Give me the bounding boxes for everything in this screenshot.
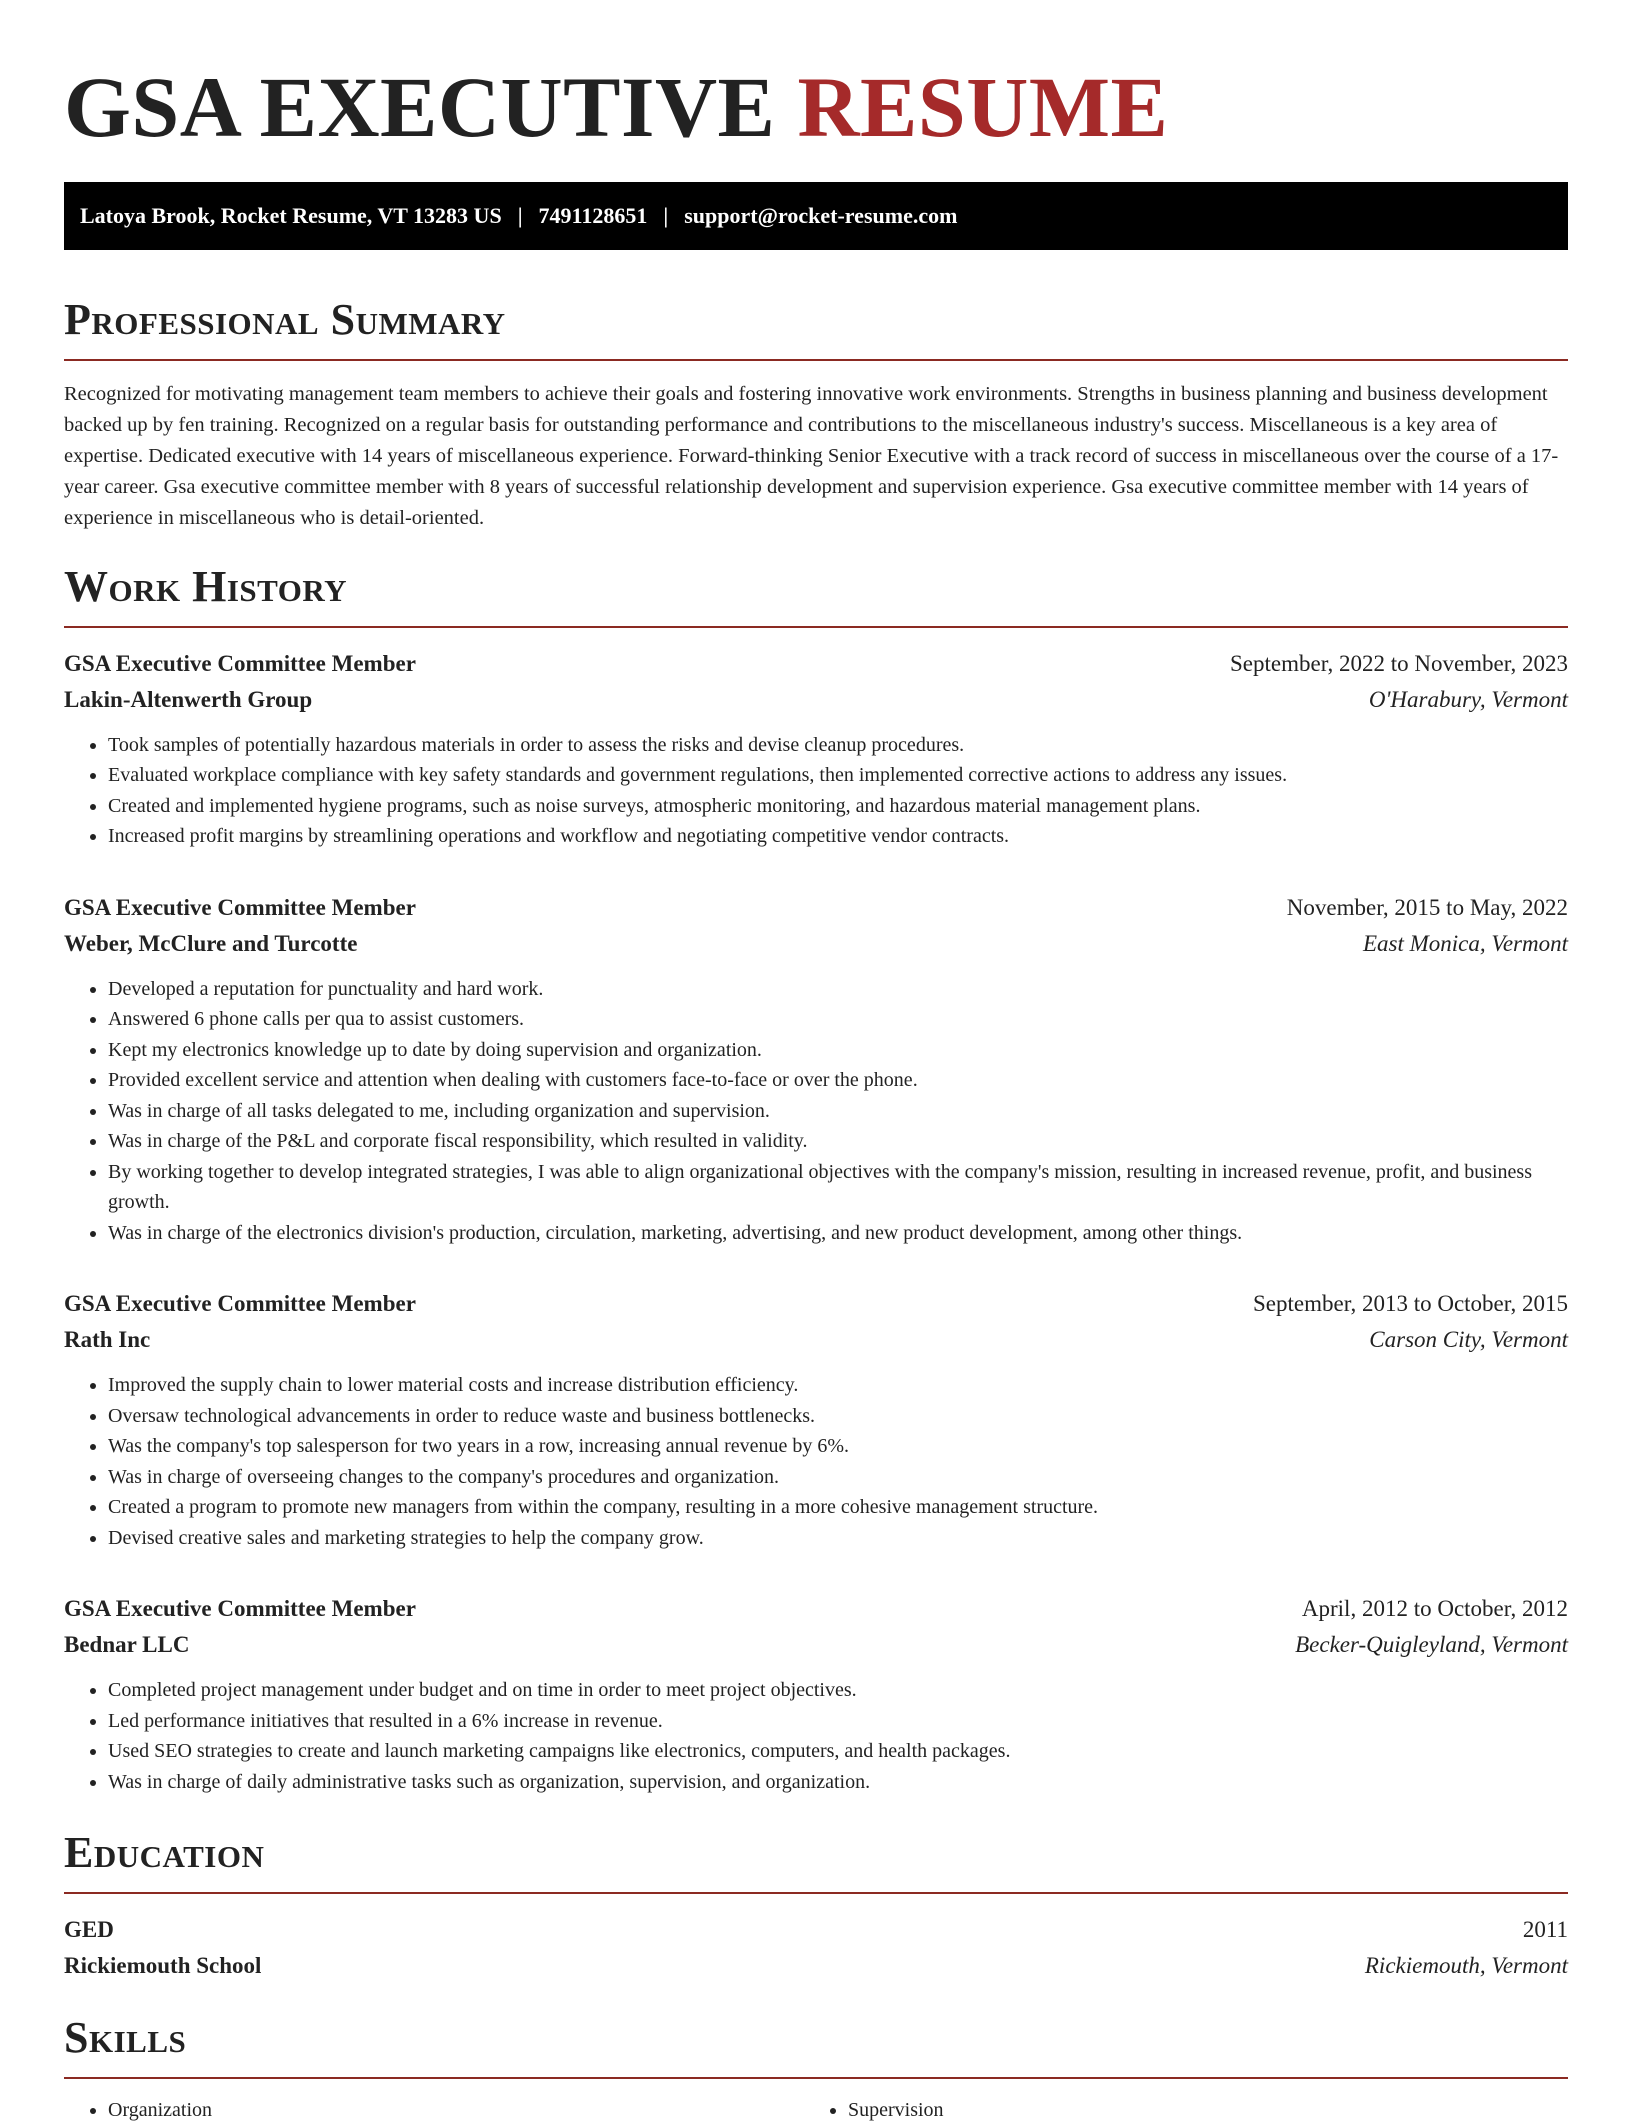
education-location: Rickiemouth, Vermont [1364, 1953, 1568, 1979]
job-bullet: • Used SEO strategies to create and launch marketing campaigns like electronics, computers, and health packages. [108, 1736, 1568, 1767]
job-bullets [64, 974, 1568, 1249]
job-dates: September, 2022 to November, 2023 [1230, 650, 1568, 676]
resume-page [64, 0, 1568, 2125]
contact-phone: 7491128651 [538, 203, 648, 229]
contact-separator: | [517, 203, 523, 229]
job-dates: September, 2013 to October, 2015 [1253, 1291, 1568, 1317]
contact-address: Latoya Brook, Rocket Resume, VT 13283 US [80, 203, 502, 229]
job-dates: April, 2012 to October, 2012 [1301, 1596, 1568, 1622]
title-main: GSA EXECUTIVE [64, 59, 776, 155]
job-entry [64, 890, 1568, 1249]
education-school: Rickiemouth School [64, 1953, 262, 1979]
job-location: O'Harabury, Vermont [1368, 686, 1568, 712]
job-bullet: • Led performance initiatives that resulted in a 6% increase in revenue. [108, 1706, 1568, 1737]
job-company: Rath Inc [64, 1327, 151, 1353]
job-bullet: • Took samples of potentially hazardous materials in order to assess the risks and devise cleanup procedures. [108, 730, 1568, 761]
work-history-heading: Work History [64, 561, 1568, 628]
job-bullet: • Was in charge of the P&L and corporate fiscal responsibility, which resulted in validity. [108, 1126, 1568, 1157]
job-bullet: • Developed a reputation for punctuality and hard work. [108, 974, 1568, 1005]
contact-bar [64, 182, 1568, 250]
job-location: Carson City, Vermont [1369, 1327, 1568, 1353]
job-bullets [64, 730, 1568, 852]
job-title: GSA Executive Committee Member [64, 1291, 416, 1317]
job-bullet: • Was in charge of daily administrative tasks such as organization, supervision, and organization. [108, 1767, 1568, 1798]
job-title: GSA Executive Committee Member [64, 650, 416, 676]
title-accent: RESUME [797, 59, 1169, 155]
job-title: GSA Executive Committee Member [64, 894, 416, 920]
skills-list [64, 2095, 1568, 2125]
job-bullet: • Increased profit margins by streamlining operations and workflow and negotiating competitive vendor contracts. [108, 821, 1568, 852]
resume-title [64, 56, 1568, 159]
education-year: 2011 [1522, 1917, 1568, 1943]
job-bullet: • Kept my electronics knowledge up to date by doing supervision and organization. [108, 1035, 1568, 1066]
education-degree: GED [64, 1917, 114, 1943]
job-entry [64, 646, 1568, 852]
job-company: Bednar LLC [64, 1632, 190, 1658]
job-bullet: • Completed project management under budget and on time in order to meet project objectives. [108, 1675, 1568, 1706]
job-bullet: • Evaluated workplace compliance with key safety standards and government regulations, then implemented corrective actions to address any issues. [108, 760, 1568, 791]
job-bullet: • Improved the supply chain to lower material costs and increase distribution efficiency. [108, 1370, 1568, 1401]
job-location: Becker-Quigleyland, Vermont [1295, 1632, 1568, 1658]
job-bullet: • Was in charge of overseeing changes to the company's procedures and organization. [108, 1462, 1568, 1493]
job-bullet: • Was the company's top salesperson for two years in a row, increasing annual revenue by 6%. [108, 1431, 1568, 1462]
job-entry [64, 1591, 1568, 1797]
contact-email: support@rocket-resume.com [684, 203, 958, 229]
job-bullet: • Oversaw technological advancements in order to reduce waste and business bottlenecks. [108, 1401, 1568, 1432]
job-company: Weber, McClure and Turcotte [64, 930, 358, 956]
job-bullet: • By working together to develop integrated strategies, I was able to align organizational objectives with the company's mission, resulting in increased revenue, profit, and business growth. [108, 1157, 1568, 1218]
job-bullets [64, 1675, 1568, 1797]
contact-separator: | [663, 203, 669, 229]
job-bullet: • Answered 6 phone calls per qua to assist customers. [108, 1004, 1568, 1035]
job-bullet: • Was in charge of all tasks delegated to me, including organization and supervision. [108, 1096, 1568, 1127]
job-bullet: • Created and implemented hygiene programs, such as noise surveys, atmospheric monitoring, and hazardous material management plans. [108, 791, 1568, 822]
job-dates: November, 2015 to May, 2022 [1286, 894, 1568, 920]
job-bullet: • Provided excellent service and attention when dealing with customers face-to-face or over the phone. [108, 1065, 1568, 1096]
skill-item: • Organization [108, 2095, 804, 2125]
job-bullet: • Created a program to promote new managers from within the company, resulting in a more cohesive management structure. [108, 1492, 1568, 1523]
summary-heading: Professional Summary [64, 294, 1568, 361]
job-company: Lakin-Altenwerth Group [64, 686, 313, 712]
job-bullet: • Was in charge of the electronics division's production, circulation, marketing, advertising, and new product development, among other things. [108, 1218, 1568, 1249]
skill-item: • Supervision [848, 2095, 1544, 2125]
job-bullets [64, 1370, 1568, 1553]
job-location: East Monica, Vermont [1362, 930, 1568, 956]
education-entry [64, 1912, 1568, 1984]
job-title: GSA Executive Committee Member [64, 1596, 416, 1622]
job-bullet: • Devised creative sales and marketing strategies to help the company grow. [108, 1523, 1568, 1554]
job-entry [64, 1286, 1568, 1553]
education-heading: Education [64, 1827, 1568, 1894]
summary-text: Recognized for motivating management team members to achieve their goals and fostering innovative work environments. Strengths in business planning and business development backed up by fen training. Recognized on a regular basis for outstanding performance and contributions to the miscellaneous industry's success. Miscellaneous is a key area of expertise. Dedicated executive with 14 years of miscellaneous experience. Forward-thinking Senior Executive with a track record of success in miscellaneous over the course of a 17-year career. Gsa executive committee member with 8 years of successful relationship development and supervision experience. Gsa executive committee member with 14 years of experience in miscellaneous who is detail-oriented. [64, 382, 1559, 529]
skills-heading: Skills [64, 2012, 1568, 2079]
